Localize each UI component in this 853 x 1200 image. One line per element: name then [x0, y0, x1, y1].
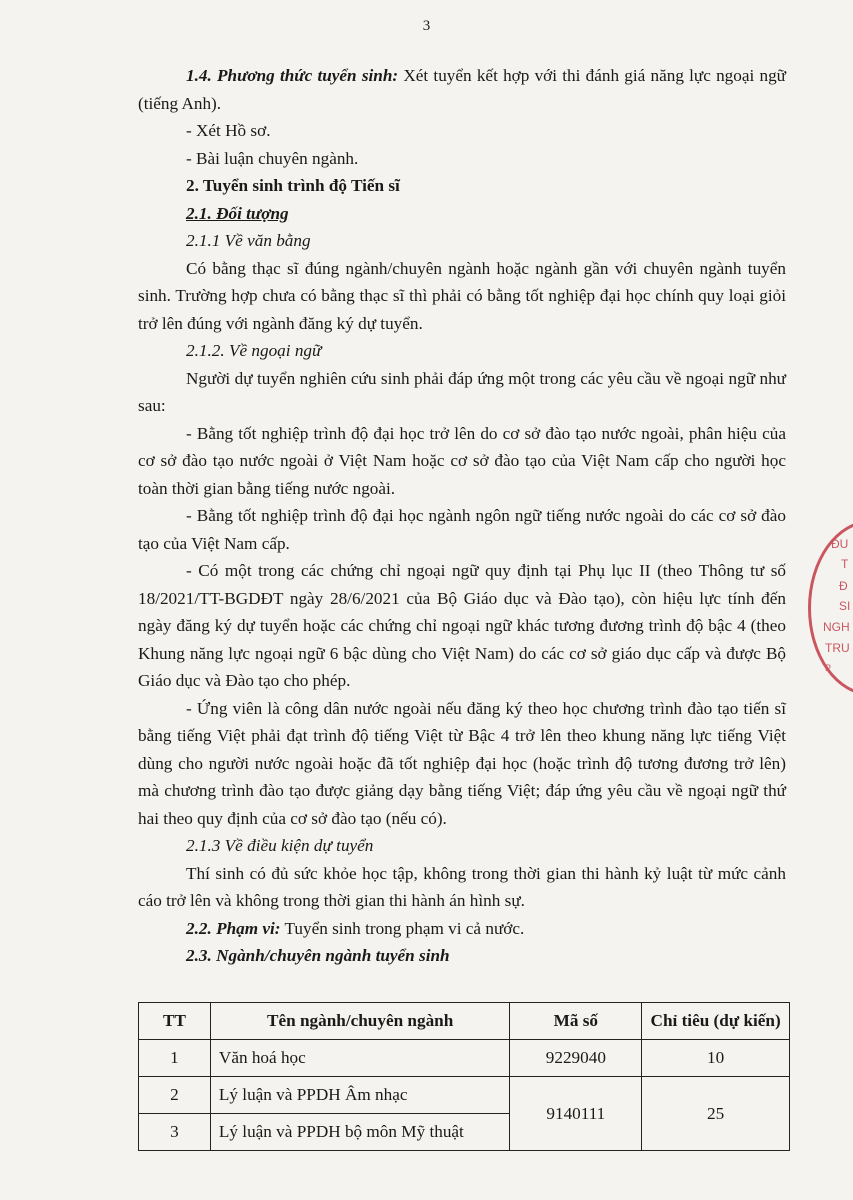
- language-item-2: - Bằng tốt nghiệp trình độ đại học ngành ngôn ngữ tiếng nước ngoài do các cơ sở đào tạo của Việt Nam cấp.: [138, 506, 786, 553]
- stamp-text: TRU: [825, 641, 850, 655]
- row-tt: 1: [139, 1040, 211, 1077]
- subjects-heading: 2.1. Đối tượng: [186, 203, 289, 223]
- row-tt: 3: [139, 1114, 211, 1151]
- stamp-text: Đ: [839, 579, 848, 593]
- conditions-heading: 2.1.3 Về điều kiện dự tuyển: [186, 836, 374, 855]
- table-row: [139, 1040, 790, 1077]
- header-tt: TT: [139, 1003, 211, 1040]
- degree-heading: 2.1.1 Về văn bằng: [186, 231, 311, 250]
- stamp-text: T: [841, 557, 849, 571]
- header-name: Tên ngành/chuyên ngành: [210, 1003, 510, 1040]
- majors-heading: 2.3. Ngành/chuyên ngành tuyển sinh: [186, 946, 450, 965]
- scope-heading: 2.2. Phạm vi:: [186, 918, 281, 938]
- admission-method-heading: 1.4. Phương thức tuyển sinh:: [186, 66, 399, 85]
- row-code: 9229040: [510, 1040, 642, 1077]
- scope-text: Tuyển sinh trong phạm vi cả nước.: [280, 918, 525, 938]
- row-tt: 2: [139, 1077, 211, 1114]
- language-intro: Người dự tuyển nghiên cứu sinh phải đáp ứng một trong các yêu cầu về ngoại ngữ như sau:: [138, 368, 786, 415]
- admission-method-text: Xét tuyển kết hợp với thi đánh giá năng lực ngoại ngữ (tiếng Anh).: [138, 66, 787, 113]
- language-item-3: - Có một trong các chứng chỉ ngoại ngữ quy định tại Phụ lục II (theo Thông tư số 18/2021/TT-BGDĐT ngày 28/6/2021 của Bộ Giáo dục và Đào tạo), còn hiệu lực tính đến ngày đăng ký dự tuyển hoặc các chứng chỉ ngoại ngữ khác tương đương trình độ bậc 4 (theo Khung năng lực ngoại ngữ 6 bậc dùng cho Việt Nam) do các cơ sở giáo dục cấp và được Bộ Giáo dục và Đào tạo cho phép.: [138, 561, 786, 690]
- header-quota: Chỉ tiêu (dự kiến): [642, 1003, 790, 1040]
- row-name: Văn hoá học: [210, 1040, 510, 1077]
- row-name: Lý luận và PPDH bộ môn Mỹ thuật: [210, 1114, 510, 1151]
- row-code: 9140111: [510, 1077, 642, 1151]
- conditions-paragraph: Thí sinh có đủ sức khỏe học tập, không trong thời gian thi hành kỷ luật từ mức cảnh cáo trở lên và không trong thời gian thi hành án hình sự.: [138, 863, 786, 910]
- header-code: Mã số: [510, 1003, 642, 1040]
- doctoral-heading: 2. Tuyển sinh trình độ Tiến sĩ: [186, 176, 400, 195]
- majors-table: [138, 1002, 790, 1151]
- row-quota: 10: [642, 1040, 790, 1077]
- document-body: [138, 62, 786, 970]
- language-item-4: - Ứng viên là công dân nước ngoài nếu đăng ký theo học chương trình đào tạo tiến sĩ bằng tiếng Việt phải đạt trình độ tiếng Việt từ Bậc 4 trở lên theo khung năng lực tiếng Việt dùng cho người nước ngoài hoặc đã tốt nghiệp đại học (hoặc trình độ tương đương trở lên) mà chương trình đào tạo được giảng dạy bằng tiếng Việt; đáp ứng yêu cầu về ngoại ngữ thứ hai theo quy định của cơ sở đào tạo (nếu có).: [138, 698, 786, 828]
- degree-paragraph: Có bằng thạc sĩ đúng ngành/chuyên ngành hoặc ngành gần với chuyên ngành tuyển sinh. Trường hợp chưa có bằng thạc sĩ thì phải có bằng tốt nghiệp đại học chính quy loại giỏi trở lên đúng với ngành đăng ký dự tuyển.: [138, 258, 786, 333]
- table-row: [139, 1077, 790, 1114]
- stamp-text: ĐU: [831, 537, 849, 551]
- dossier-item: - Xét Hồ sơ.: [186, 121, 271, 140]
- essay-item: - Bài luận chuyên ngành.: [186, 148, 359, 168]
- stamp-text: SI: [839, 599, 851, 613]
- admission-method-paragraph: [138, 62, 786, 117]
- language-heading: 2.1.2. Về ngoại ngữ: [186, 341, 322, 360]
- row-quota: 25: [642, 1077, 790, 1151]
- language-item-1: - Bằng tốt nghiệp trình độ đại học trở lên do cơ sở đào tạo nước ngoài, phân hiệu của cơ sở đào tạo nước ngoài ở Việt Nam hoặc cơ sở đào tạo của Việt Nam cấp cho người học toàn thời gian bằng tiếng nước ngoài.: [138, 423, 786, 498]
- scope-paragraph: [138, 915, 786, 943]
- stamp-text: P: [825, 663, 832, 673]
- page-number: 3: [422, 18, 431, 34]
- table-header-row: [139, 1003, 790, 1040]
- red-seal-stamp: [808, 520, 853, 696]
- row-name: Lý luận và PPDH Âm nhạc: [210, 1077, 510, 1114]
- stamp-text: NGH: [823, 620, 850, 634]
